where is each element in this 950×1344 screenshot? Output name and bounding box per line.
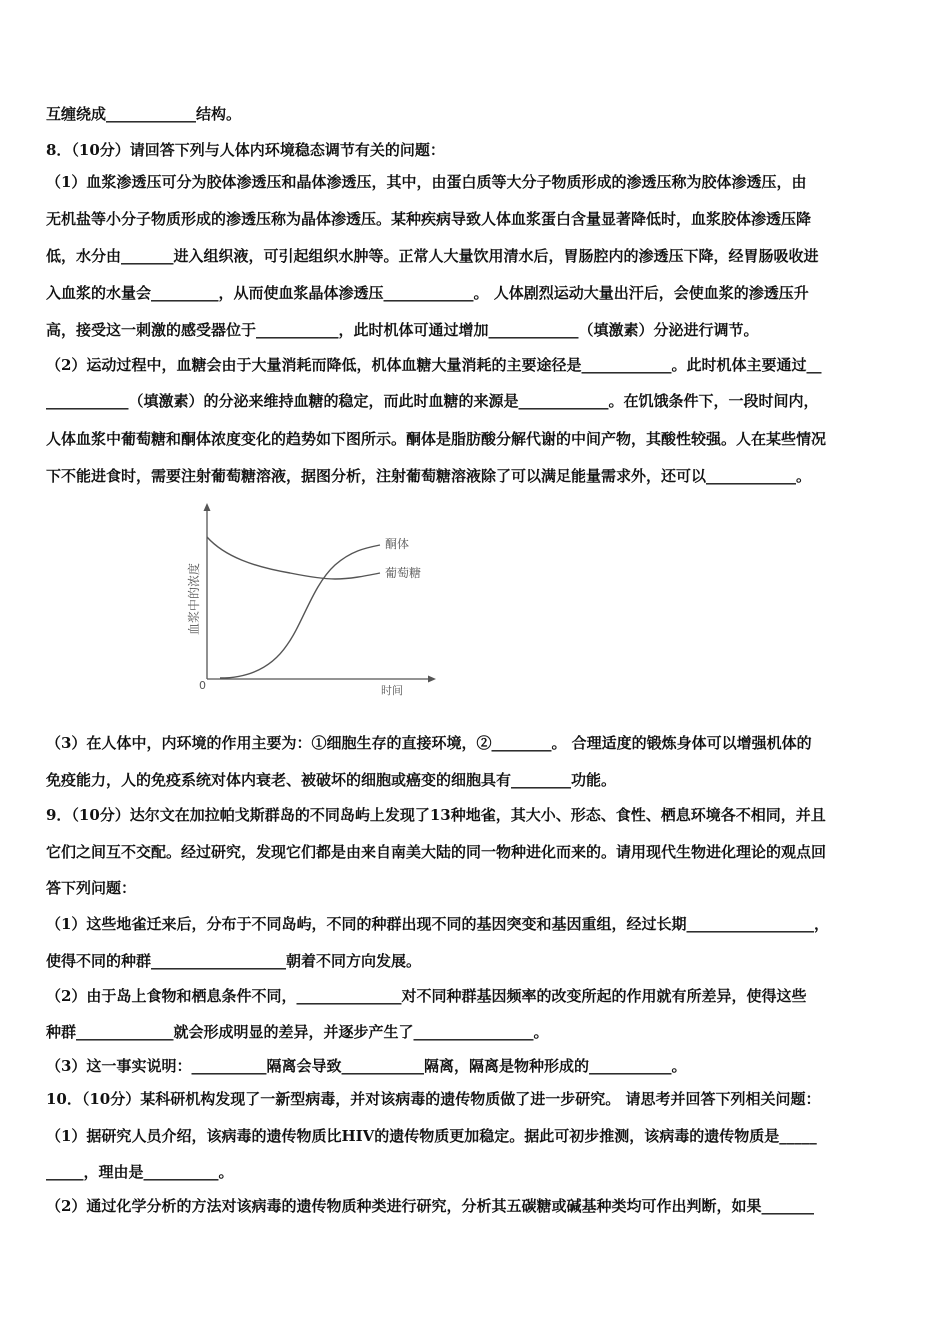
line-22: （1）据研究人员介绍，该病毒的遗传物质比HIV的遗传物质更加稳定。据此可初步推测，该病毒的遗传物质是_____ [46,1127,817,1145]
line-14: 它们之间互不交配。经过研究，发现它们都是由来自南美大陆的同一物种进化而来的。请用现代生物进化理论的观点回 [46,843,827,861]
line-9: 人体血浆中葡萄糖和酮体浓度变化的趋势如下图所示。酮体是脂肪酸分解代谢的中间产物，其酸性较强。人在某些情况 [46,430,827,448]
line-11: （3）在人体中，内环境的作用主要为：①细胞生存的直接环境，②________。 合理适度的锻炼身体可以增强机体的 [46,734,812,752]
line-2: （1）血浆渗透压可分为胶体渗透压和晶体渗透压，其中，由蛋白质等大分子物质形成的渗透压称为胶体渗透压，由 [46,173,807,191]
line-4: 低，水分由_______进入组织液，可引起组织水肿等。正常人大量饮用清水后，胃肠腔内的渗透压下降，经胃肠吸收进 [46,247,819,265]
glucose-curve [207,537,380,579]
line-8: ___________（填激素）的分泌来维持血糖的稳定，而此时血糖的来源是____________。在饥饿条件下，一段时间内， [46,392,819,410]
line-21: 10．（10分）某科研机构发现了一新型病毒，并对该病毒的遗传物质做了进一步研究。 请思考并回答下列相关问题： [46,1090,821,1108]
line-23: _____，理由是__________。 [46,1163,234,1181]
line-7: （2）运动过程中，血糖会由于大量消耗而降低，机体血糖大量消耗的主要途径是____________。此时机体主要通过__ [46,356,822,374]
line-6: 高，接受这一刺激的感受器位于___________，此时机体可通过增加____________（填激素）分泌进行调节。 [46,321,759,339]
x-axis-label: 时间 [381,684,403,697]
line-18: （2）由于岛上食物和栖息条件不同，______________对不同种群基因频率的改变所起的作用就有所差异，使得这些 [46,987,807,1005]
line-24: （2）通过化学分析的方法对该病毒的遗传物质种类进行研究，分析其五碳糖或碱基种类均可作出判断，如果_______ [46,1197,814,1215]
line-13: 9．（10分）达尔文在加拉帕戈斯群岛的不同岛屿上发现了13种地雀，其大小、形态、食性、栖息环境各不相同，并且 [46,806,826,824]
line-20: （3）这一事实说明：__________隔离会导致___________隔离，隔离是物种形成的___________。 [46,1057,687,1075]
ketone-glucose-figure [185,495,445,700]
line-5: 入血浆的水量会_________，从而使血浆晶体渗透压____________。 人体剧烈运动大量出汗后，会使血浆的渗透压升 [46,284,809,302]
line-19: 种群_____________就会形成明显的差异，并逐步产生了________________。 [46,1023,549,1041]
line-12: 免疫能力，人的免疫系统对体内衰老、被破坏的细胞或癌变的细胞具有________功能。 [46,771,617,789]
series-label-ketone: 酮体 [385,537,410,551]
line-0: 互缠绕成____________结构。 [46,105,242,123]
line-17: 使得不同的种群__________________朝着不同方向发展。 [46,952,422,970]
line-1: 8．（10分）请回答下列与人体内环境稳态调节有关的问题： [46,141,445,159]
y-axis-label: 血浆中的浓度 [187,562,201,635]
line-10: 下不能进食时，需要注射葡萄糖溶液，据图分析，注射葡萄糖溶液除了可以满足能量需求外，还可以____________。 [46,467,812,485]
line-16: （1）这些地雀迁来后，分布于不同岛屿，不同的种群出现不同的基因突变和基因重组，经过长期_________________， [46,915,829,933]
series-label-glucose: 葡萄糖 [385,566,422,580]
origin-label: 0 [199,679,206,692]
ketone-curve [220,545,380,678]
y-axis [204,503,211,679]
line-15: 答下列问题： [46,879,137,897]
line-3: 无机盐等小分子物质形成的渗透压称为晶体渗透压。某种疾病导致人体血浆蛋白含量显著降低时，血浆胶体渗透压降 [46,210,812,228]
